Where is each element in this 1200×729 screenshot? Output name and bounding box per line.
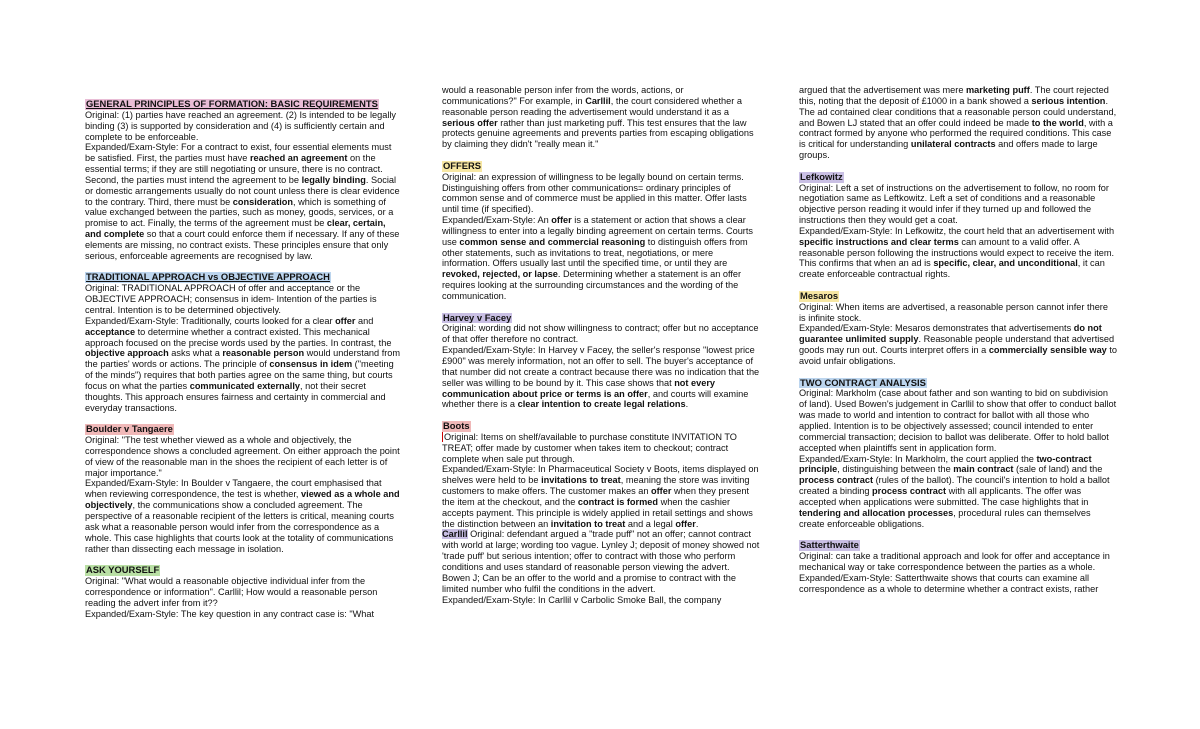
ask-continued: would a reasonable person infer from the words, actions, or communications?" For example, in Carllil, the court considered whether a reasonable person reading the advertisement would understand it as a serious offer rather than just marketing puff. This test ensures that the law protects genuine agreements and prevents parties from escaping obligations by claiming they didn't "really mean it." (442, 85, 754, 150)
section-satterthwaite (799, 540, 1117, 594)
text-cursor (442, 432, 443, 442)
satter-exam: Expanded/Exam-Style: Satterthwaite shows that courts can examine all correspondence as a whole to determine whether a contract exists, rather (799, 572, 1099, 594)
heading-ask-yourself: ASK YOURSELF (86, 564, 160, 576)
boots-original: Original: Items on shelf/available to purchase constitute INVITATION TO TREAT; offer made by customer when takes item to checkout; contract complete when sale put through. (442, 431, 737, 464)
section-boots (442, 421, 760, 529)
boulder-original: Original: "The test whether viewed as a whole and objectively, the correspondence shows a concluded agreement. On either approach the point of view of the reasonable man in the shoes the recipient of each letter is of major importance." (85, 435, 400, 478)
ask-original: Original: "What would a reasonable objective individual infer from the correspondence or information". Carllil; How would a reasonable person reading the advert infer from it?? (85, 575, 378, 608)
section-mesaros (799, 291, 1117, 367)
heading-mesaros: Mesaros (800, 289, 839, 301)
heading-boulder: Boulder v Tangaere (86, 423, 173, 435)
mesaros-original: Original: When items are advertised, a reasonable person cannot infer there is infinite stock. (799, 301, 1108, 323)
carllil-exam: Expanded/Exam-Style: In Carllil v Carbolic Smoke Ball, the company (442, 594, 722, 605)
two-exam: Expanded/Exam-Style: In Markholm, the court applied the two-contract principle, distinguishing between the main contract (sale of land) and the process contract (rules of the ballot). The council's intention to hold a ballot created a binding process contract with all applicants. The offer was accepted when applications were submitted. The case highlights that in tendering and allocation processes, procedural rules can themselves create enforceable obligations. (799, 453, 1110, 529)
heading-harvey: Harvey v Facey (443, 311, 512, 323)
section-carllil-continued (799, 85, 1117, 161)
section-boulder (85, 424, 403, 554)
heading-satterthwaite: Satterthwaite (800, 539, 859, 551)
general-original: Original: (1) parties have reached an agreement. (2) Is intended to be legally binding (3) is supported by consideration and (4) is sufficiently certain and complete to be enforceable. (85, 109, 397, 142)
lefkowitz-original: Original: Left a set of instructions on the advertisement to follow, no room for negotiation same as Leftkowitz. Left a set of conditions and a reasonable objective person reading it would infer if they turned up and followed the instructions then they would get a coat. (799, 182, 1109, 226)
ask-exam: Expanded/Exam-Style: The key question in any contract case is: "What (85, 608, 375, 619)
heading-two-contract: TWO CONTRACT ANALYSIS (800, 376, 926, 388)
section-carllil (442, 529, 760, 605)
mesaros-exam: Expanded/Exam-Style: Mesaros demonstrates that advertisements do not guarantee unlimited supply. Reasonable people understand that advertised goods may run out. Courts interpret offers in a commercially sensible way to avoid unfair obligations. (799, 323, 1118, 366)
column-1 (85, 99, 403, 619)
traditional-exam: Expanded/Exam-Style: Traditionally, courts looked for a clear offer and acceptance to determine whether a contract existed. This mechanical approach focused on the precise words used by the parties. In contrast, the objective approach asks what a reasonable person would understand from the parties' words or actions. The principle of consensus in idem ("meeting of the minds") requires that both parties agree on the same thing, but courts focus on what the parties communicated externally, not their secret thoughts. This approach ensures fairness and certainty in commercial and everyday transactions. (85, 315, 401, 413)
column-2 (442, 85, 760, 605)
section-offers (442, 161, 760, 302)
satter-original: Original: can take a traditional approach and look for offer and acceptance in mechanical way or take correspondence between the parties as a whole. (799, 551, 1110, 572)
carllil-continued: argued that the advertisement was mere marketing puff. The court rejected this, noting that the deposit of £1000 in a bank showed a serious intention. The ad contained clear conditions that a reasonable person could understand, and Bowen LJ stated that an offer could indeed be made to the world, with a contract formed by anyone who performed the required conditions. This case is critical for understanding unilateral contracts and offers made to large groups. (799, 85, 1117, 161)
heading-offers: OFFERS (443, 159, 482, 171)
heading-traditional-approach: TRADITIONAL APPROACH vs OBJECTIVE APPROACH (86, 271, 330, 283)
heading-boots: Boots (443, 420, 470, 432)
heading-lefkowitz: Lefkowitz (800, 170, 843, 182)
heading-carllil: Carllil (442, 529, 468, 540)
offers-exam: Expanded/Exam-Style: An offer is a statement or action that shows a clear willingness to enter into a legally binding agreement on certain terms. Courts use common sense and commercial reasoning to distinguish offers from other statements, such as invitations to treat, negotiations, or mere information. Offers usually last until the specified time, or until they are revoked, rejected, or lapse. Determining whether a statement is an offer requires looking at the surrounding circumstances and the wording of the communication. (442, 215, 754, 301)
harvey-exam: Expanded/Exam-Style: In Harvey v Facey, the seller's response "lowest price £900" was merely information, not an offer to sell. The buyer's acceptance of that number did not create a contract because there was no indication that the seller was willing to be bound by it. This case shows that not every communication about price or terms is an offer, and courts will examine whether there is a clear intention to create legal relations. (442, 345, 760, 410)
two-original: Original: Markholm (case about father and son wanting to bid on subdivision of land). Used Bowen's judgement in Carllil to show that offer to conduct ballot was made to world and intention to contract for ballot with all those who applied. Intention is to be objectively assessed; council intended to enter commercial transaction; decision to ballot was deliberate. Offer to hold ballot accepted when plaintiffs sent in application form. (799, 388, 1117, 453)
harvey-original: Original: wording did not show willingness to contract; offer but no acceptance of that offer therefore no contract. (442, 323, 759, 345)
boulder-exam: Expanded/Exam-Style: In Boulder v Tangaere, the court emphasised that when reviewing correspondence, the test is whether, viewed as a whole and objectively, the communications show a concluded agreement. The perspective of a reasonable recipient of the letters is critical, meaning courts ask what a reasonable person would infer from the correspondence as a whole. This case highlights that courts look at the totality of communications rather than dissecting each message in isolation. (85, 478, 400, 554)
section-ask-continued (442, 85, 760, 150)
section-harvey (442, 313, 760, 411)
section-ask-yourself (85, 565, 403, 619)
section-general-principles (85, 99, 403, 262)
heading-general-principles: GENERAL PRINCIPLES OF FORMATION: BASIC REQUIREMENTS (86, 98, 378, 109)
section-lefkowitz (799, 172, 1117, 280)
column-3 (799, 85, 1117, 594)
traditional-original: Original: TRADITIONAL APPROACH of offer and acceptance or the OBJECTIVE APPROACH; consensus in idem- Intention of the parties is central. Intention is to be determined objectively. (85, 283, 377, 315)
boots-exam: Expanded/Exam-Style: In Pharmaceutical Society v Boots, items displayed on shelves were held to be invitations to treat, meaning the store was inviting customers to make offers. The customer makes an offer when they present the item at the checkout, and the contract is formed when the cashier accepts payment. This principle is widely applied in retail settings and shows the distinction between an invitation to treat and a legal offer. (442, 464, 759, 529)
section-two-contract (799, 378, 1117, 530)
carllil-original: Carllil Original: defendant argued a "trade puff" not an offer; cannot contract with world at large; wording too vague. Lynley J; deposit of money showed not 'trade puff' but serious intention; offer to contract with those who perform conditions and uses standard of reasonable person viewing the advert. Bowen J; Can be an offer to the world and a promise to contract with the limited number who fulfil the conditions in the advert. (442, 529, 760, 594)
general-exam: Expanded/Exam-Style: For a contract to exist, four essential elements must be satisfied. First, the parties must have reached an agreement on the essential terms; if they are still negotiating or unsure, there is no contract. Second, the parties must intend the agreement to be legally binding. Social or domestic arrangements usually do not count unless there is clear evidence to the contrary. Third, there must be consideration, which is something of value exchanged between the parties, such as money, goods, services, or a promise to act. Finally, the terms of the agreement must be clear, certain, and complete so that a court could enforce them if necessary. If any of these elements are missing, no contract exists. These principles ensure that only serious, enforceable agreements are recognised by law. (85, 142, 400, 261)
offers-original: Original: an expression of willingness to be legally bound on certain terms. Distinguishing offers from other communications= ordinary principles of common sense and of commerce must be applied in this matter. Offer lasts until time (if specified). (442, 171, 747, 215)
lefkowitz-exam: Expanded/Exam-Style: In Lefkowitz, the court held that an advertisement with specific instructions and clear terms can amount to a valid offer. A reasonable person following the instructions would expect to receive the item. This confirms that when an ad is specific, clear, and unconditional, it can create enforceable contractual rights. (799, 225, 1115, 280)
section-traditional-approach (85, 272, 403, 413)
